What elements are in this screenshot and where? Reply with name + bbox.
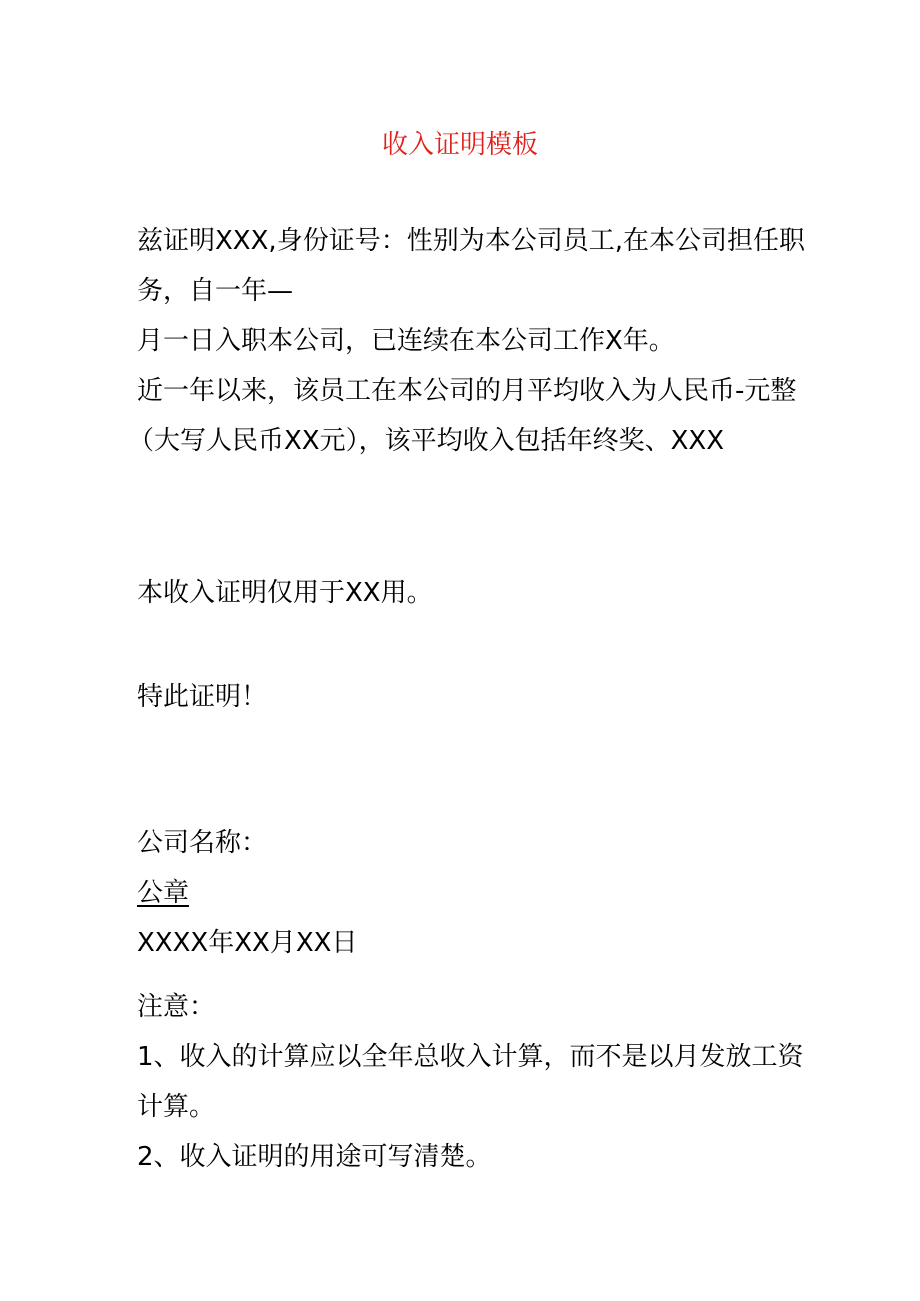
notes-heading: 注意： [137, 992, 216, 1022]
note-line: 计算。 [137, 1092, 216, 1122]
note-line: 2、收入证明的用途可写清楚。 [137, 1142, 492, 1172]
seal-label: 公章 [137, 878, 190, 908]
body-line: 近一年以来，该员工在本公司的月平均收入为人民币-元整 [137, 376, 797, 406]
note-line: 1、收入的计算应以全年总收入计算，而不是以月发放工资 [137, 1042, 804, 1072]
document-title: 收入证明模板 [381, 130, 538, 160]
body-line: （大写人民币XX元），该平均收入包括年终奖、XXX [128, 426, 725, 456]
date-line: XXXX年XX月XX日 [137, 928, 358, 958]
body-line: 务，自一年— [137, 276, 294, 306]
closing-statement: 特此证明！ [137, 682, 268, 712]
purpose-statement: 本收入证明仅用于XX用。 [137, 578, 433, 608]
company-name-label: 公司名称： [137, 828, 268, 858]
body-line: 月一日入职本公司，已连续在本公司工作X年。 [137, 326, 675, 356]
body-line: 兹证明XXX,身份证号：性别为本公司员工,在本公司担任职 [137, 226, 805, 256]
